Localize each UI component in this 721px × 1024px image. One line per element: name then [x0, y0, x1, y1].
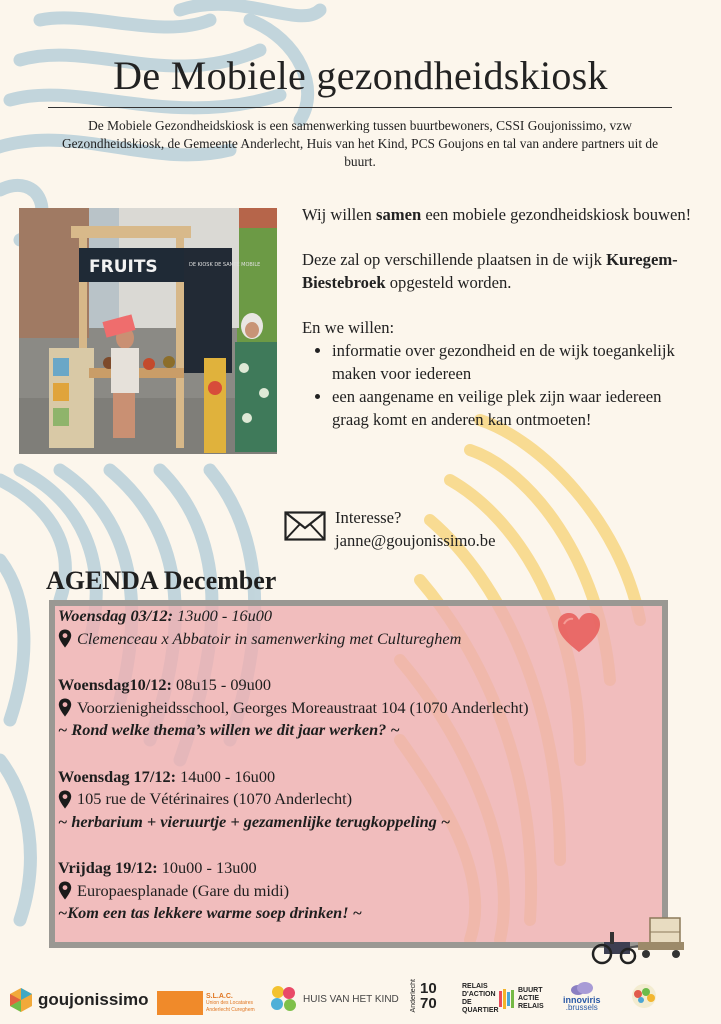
event-note: ~ herbarium + vieruurtje + gezamenlijke terugkoppeling ~ — [58, 811, 451, 831]
event-location: Clemenceau x Abbatoir in samenwerking met Cultureghem — [77, 628, 462, 648]
innoviris-logo — [563, 981, 601, 1012]
photo-sign-kiosk: DE KIOSK DE SANTÉ MOBILE — [189, 262, 261, 268]
event-day: Vrijdag 19/12: — [58, 858, 158, 877]
event-time: 10u00 - 13u00 — [157, 858, 257, 877]
about-paragraph-3: En we willen: — [302, 318, 395, 337]
goal-item: • informatie over gezondheid en de wijk toegankelijk maken voor iedereen — [332, 339, 697, 385]
event-location-row — [58, 880, 658, 903]
innoviris-name: innoviris — [563, 995, 601, 1005]
goujonissimo-logo — [8, 987, 149, 1013]
relais-nl: BUURT ACTIE RELAIS — [518, 987, 544, 1010]
event-location-row — [58, 788, 658, 811]
huis-van-het-kind-logo — [268, 983, 399, 1015]
event-location-row — [58, 697, 658, 720]
agenda-event — [58, 857, 658, 925]
slac-name: S.L.A.C. — [206, 992, 233, 1000]
goujonissimo-mark-icon — [8, 987, 34, 1013]
partner-emblem-icon — [626, 983, 662, 1009]
event-datetime — [58, 857, 658, 880]
slac-subtitle: Union des Locataires Anderlecht Cureghem — [206, 999, 255, 1013]
contact-label: Interesse? — [335, 508, 402, 527]
slac-building-icon — [157, 991, 203, 1015]
kiosk-photo — [19, 208, 277, 454]
event-note: ~ Rond welke thema’s willen we dit jaar werken? ~ — [58, 720, 400, 739]
event-note: ~Kom een tas lekkere warme soep drinken! ~ — [58, 903, 362, 922]
kiosk-cart-illustration — [590, 914, 688, 966]
event-day: Woensdag10/12: — [58, 675, 172, 694]
intro-text: De Mobiele Gezondheidskiosk is een samenwerking tussen buurtbewoners, CSSI Goujonissimo, vzw Gezondheidskiosk, de Gemeente Anderlecht, Huis van het Kind, PCS Goujons en tal van andere partners uit de buurt. — [61, 118, 659, 169]
about-section — [302, 203, 697, 431]
photo-sign-fruits: FRUITS — [89, 257, 158, 277]
event-datetime — [58, 674, 658, 697]
agenda-list — [58, 605, 658, 949]
title-divider — [48, 107, 672, 108]
event-time: 13u00 - 16u00 — [173, 606, 273, 625]
event-location: Europaesplanade (Gare du midi) — [77, 880, 290, 900]
agenda-heading: AGENDA December — [46, 566, 277, 595]
huis-van-het-kind-mark-icon — [268, 983, 300, 1015]
goals-list — [302, 339, 697, 431]
relais-logo — [462, 983, 552, 1015]
location-pin-icon — [58, 790, 72, 809]
event-location: 105 rue de Vétérinaires (1070 Anderlecht) — [77, 789, 353, 808]
goal-item: • een aangename en veilige plek zijn waar iedereen graag komt en anderen kan ontmoeten! — [332, 385, 697, 431]
anderlecht-name: Anderlecht — [410, 979, 417, 1013]
location-pin-icon — [58, 629, 72, 648]
contact-email-link[interactable]: janne@goujonissimo.be — [335, 531, 496, 550]
anderlecht-logo — [410, 979, 440, 1012]
about-paragraph-1: Wij willen samen een mobiele gezondheidskiosk bouwen! — [302, 205, 692, 224]
relais-fr: RELAIS D'ACTION DE QUARTIER — [462, 983, 499, 1014]
event-time: 14u00 - 16u00 — [176, 766, 276, 786]
innoviris-brussels: .brussels — [565, 1003, 598, 1012]
location-pin-icon — [58, 698, 72, 717]
event-datetime — [58, 766, 658, 789]
event-day: Woensdag 03/12: — [58, 606, 174, 625]
partner-emblem-logo — [626, 983, 662, 1009]
location-pin-icon — [58, 881, 72, 900]
page-title: De Mobiele gezondheidskiosk — [113, 53, 608, 98]
huis-van-het-kind-name: HUIS VAN HET KIND — [303, 993, 399, 1005]
heart-icon — [556, 612, 602, 654]
anderlecht-code: 1070 — [420, 979, 437, 1012]
agenda-event — [58, 766, 658, 834]
event-day: Woensdag 17/12: — [58, 766, 177, 786]
event-time: 08u15 - 09u00 — [171, 675, 272, 694]
partner-logos — [0, 965, 721, 1024]
about-paragraph-2: Deze zal op verschillende plaatsen in de wijk Kuregem-Biestebroek opgesteld worden. — [302, 250, 678, 292]
slac-logo — [157, 991, 266, 1015]
goujonissimo-name: goujonissimo — [38, 990, 149, 1009]
relais-mark-icon — [498, 988, 516, 1010]
event-location: Voorzienigheidsschool, Georges Moreaustraat 104 (1070 Anderlecht) — [77, 697, 529, 717]
agenda-event — [58, 674, 658, 742]
innoviris-cloud-icon — [569, 981, 595, 995]
envelope-icon — [284, 511, 326, 541]
